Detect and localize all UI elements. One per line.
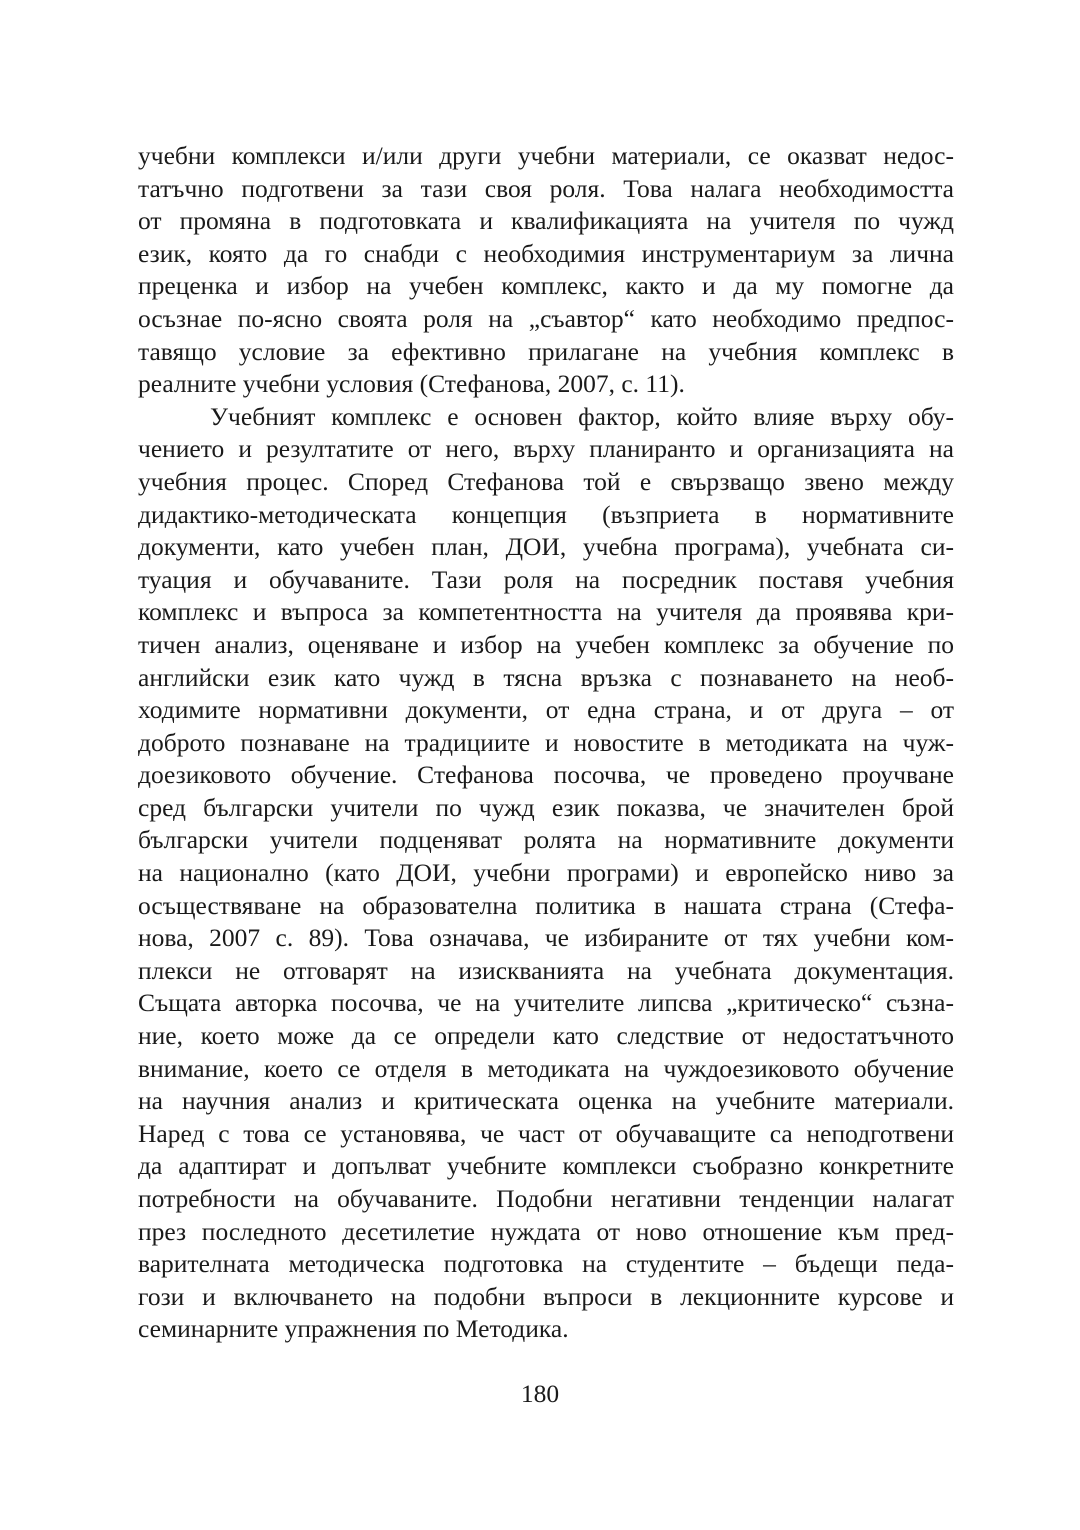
text-line: през последното десетилетие нуждата от ново отношение към пред- bbox=[138, 1216, 954, 1246]
text-line: дидактико-методическата концепция (възприета в нормативните bbox=[138, 499, 954, 529]
text-line: ние, което може да се определи като следствие от недостатъчното bbox=[138, 1021, 954, 1051]
page-number: 180 bbox=[520, 1379, 560, 1408]
text-line: сред български учители по чужд език показва, че значителен брой bbox=[138, 792, 954, 822]
text-line: Наред с това се установява, че част от обучаващите са неподготвени bbox=[138, 1118, 954, 1148]
text-line: плекси не отговарят на изискванията на учебната документация. bbox=[138, 955, 954, 985]
text-line: учебни комплекси и/или други учебни материали, се оказват недос- bbox=[138, 141, 954, 170]
text-line: на научния анализ и критическата оценка на учебните материали. bbox=[138, 1086, 954, 1116]
text-line: от промяна в подготовката и квалификацията на учителя по чужд bbox=[138, 206, 954, 236]
text-line: учебния процес. Според Стефанова той е свързващо звено между bbox=[138, 466, 954, 496]
text-line: татъчно подготвени за тази своя роля. Това налага необходимостта bbox=[138, 173, 954, 203]
text-line: реалните учебни условия (Стефанова, 2007, с. 11). bbox=[138, 369, 685, 399]
paragraph-1 bbox=[138, 140, 954, 401]
body-text bbox=[138, 140, 954, 1346]
text-line: потребности на обучаваните. Подобни негативни тенденции налагат bbox=[138, 1184, 954, 1213]
text-line: внимание, което се отделя в методиката на чуждоезиковото обучение bbox=[138, 1053, 954, 1083]
text-line: документи, като учебен план, ДОИ, учебна програма), учебната си- bbox=[138, 532, 954, 562]
text-line: тавящо условие за ефективно прилагане на учебния комплекс в bbox=[138, 336, 954, 366]
paragraph-2 bbox=[138, 401, 954, 1346]
text-line: Същата авторка посочва, че на учителите липсва „критическо“ съзна- bbox=[138, 988, 954, 1018]
text-line: език, която да го снабди с необходимия инструментариум за лична bbox=[138, 238, 954, 268]
text-line: Учебният комплекс е основен фактор, който влияе върху обу- bbox=[210, 401, 954, 431]
text-line: на национално (като ДОИ, учебни програми) и европейско ниво за bbox=[138, 858, 954, 888]
text-line: ходимите нормативни документи, от една страна, и от друга – от bbox=[138, 695, 954, 725]
text-line: доезиковото обучение. Стефанова посочва, че проведено проучване bbox=[138, 760, 954, 790]
text-line: български учители подценяват ролята на нормативните документи bbox=[138, 825, 954, 855]
text-line: доброто познаване на традициите и новостите в методиката на чуж- bbox=[138, 727, 954, 757]
text-line: комплекс и въпроса за компетентността на учителя да проявява кри- bbox=[138, 597, 954, 627]
text-line: да адаптират и допълват учебните комплекси съобразно конкретните bbox=[138, 1151, 954, 1181]
text-line: осъзнае по-ясно своята роля на „съавтор“ като необходимо предпос- bbox=[138, 303, 954, 333]
text-line: тичен анализ, оценяване и избор на учебен комплекс за обучение по bbox=[138, 629, 954, 659]
text-line: гози и включването на подобни въпроси в лекционните курсове и bbox=[138, 1281, 954, 1311]
text-line: чението и резултатите от него, върху планиранто и организацията на bbox=[138, 434, 954, 464]
text-line: английски език като чужд в тясна връзка с познаването на необ- bbox=[138, 662, 954, 692]
text-line: преценка и избор на учебен комплекс, както и да му помогне да bbox=[138, 271, 954, 301]
text-line: семинарните упражнения по Методика. bbox=[138, 1314, 569, 1344]
text-line: нова, 2007 с. 89). Това означава, че избираните от тях учебни ком- bbox=[138, 923, 954, 953]
text-line: осъществяване на образователна политика в нашата страна (Стефа- bbox=[138, 890, 954, 920]
text-line: туация и обучаваните. Тази роля на посредник поставя учебния bbox=[138, 564, 954, 594]
text-line: варителната методическа подготовка на студентите – бъдещи педа- bbox=[138, 1249, 954, 1279]
